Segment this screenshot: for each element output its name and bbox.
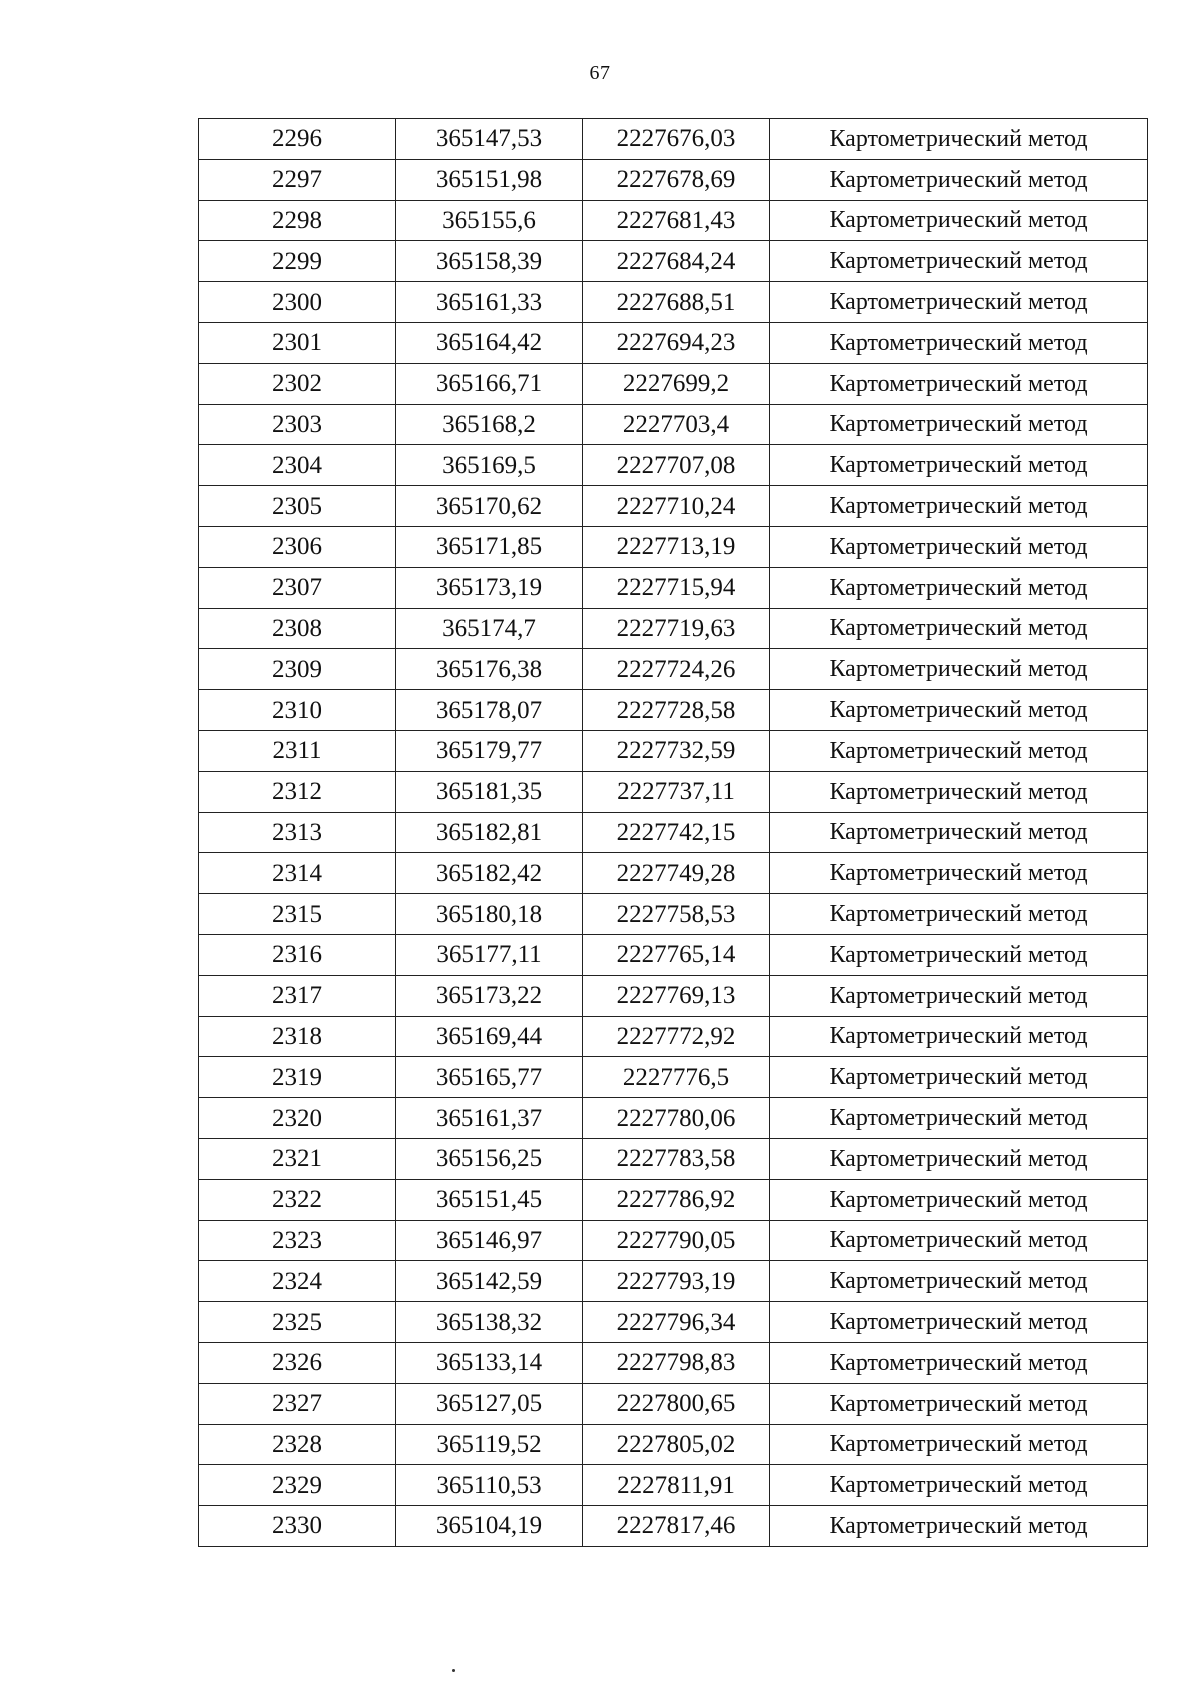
point-number-cell: 2308 [199, 608, 396, 649]
point-number-cell: 2325 [199, 1302, 396, 1343]
method-cell: Картометрический метод [770, 1465, 1148, 1506]
point-number-cell: 2310 [199, 690, 396, 731]
point-number-cell: 2314 [199, 853, 396, 894]
table-row [199, 1016, 1148, 1057]
x-coordinate-cell: 365158,39 [396, 241, 583, 282]
method-cell: Картометрический метод [770, 282, 1148, 323]
table-row [199, 282, 1148, 323]
table-row [199, 730, 1148, 771]
method-cell: Картометрический метод [770, 526, 1148, 567]
table-row [199, 486, 1148, 527]
x-coordinate-cell: 365165,77 [396, 1057, 583, 1098]
x-coordinate-cell: 365110,53 [396, 1465, 583, 1506]
coordinates-table-body [199, 119, 1148, 1547]
method-cell: Картометрический метод [770, 1383, 1148, 1424]
method-cell: Картометрический метод [770, 404, 1148, 445]
x-coordinate-cell: 365151,98 [396, 159, 583, 200]
y-coordinate-cell: 2227703,4 [583, 404, 770, 445]
y-coordinate-cell: 2227783,58 [583, 1138, 770, 1179]
table-row [199, 1383, 1148, 1424]
x-coordinate-cell: 365168,2 [396, 404, 583, 445]
table-row [199, 119, 1148, 160]
x-coordinate-cell: 365166,71 [396, 363, 583, 404]
point-number-cell: 2300 [199, 282, 396, 323]
point-number-cell: 2321 [199, 1138, 396, 1179]
y-coordinate-cell: 2227817,46 [583, 1506, 770, 1547]
method-cell: Картометрический метод [770, 853, 1148, 894]
point-number-cell: 2307 [199, 567, 396, 608]
table-row [199, 812, 1148, 853]
y-coordinate-cell: 2227732,59 [583, 730, 770, 771]
table-row [199, 649, 1148, 690]
method-cell: Картометрический метод [770, 1220, 1148, 1261]
scan-speck [452, 1669, 455, 1672]
y-coordinate-cell: 2227805,02 [583, 1424, 770, 1465]
table-row [199, 1138, 1148, 1179]
method-cell: Картометрический метод [770, 445, 1148, 486]
y-coordinate-cell: 2227737,11 [583, 771, 770, 812]
y-coordinate-cell: 2227678,69 [583, 159, 770, 200]
y-coordinate-cell: 2227715,94 [583, 567, 770, 608]
y-coordinate-cell: 2227724,26 [583, 649, 770, 690]
table-row [199, 241, 1148, 282]
point-number-cell: 2317 [199, 975, 396, 1016]
y-coordinate-cell: 2227758,53 [583, 894, 770, 935]
method-cell: Картометрический метод [770, 1261, 1148, 1302]
method-cell: Картометрический метод [770, 975, 1148, 1016]
x-coordinate-cell: 365155,6 [396, 200, 583, 241]
coordinates-table [198, 118, 1148, 1547]
y-coordinate-cell: 2227798,83 [583, 1342, 770, 1383]
method-cell: Картометрический метод [770, 119, 1148, 160]
point-number-cell: 2320 [199, 1098, 396, 1139]
y-coordinate-cell: 2227710,24 [583, 486, 770, 527]
table-row [199, 1342, 1148, 1383]
page-number: 67 [589, 62, 611, 84]
method-cell: Картометрический метод [770, 730, 1148, 771]
table-row [199, 1424, 1148, 1465]
y-coordinate-cell: 2227694,23 [583, 322, 770, 363]
table-row [199, 1261, 1148, 1302]
point-number-cell: 2328 [199, 1424, 396, 1465]
method-cell: Картометрический метод [770, 1302, 1148, 1343]
x-coordinate-cell: 365151,45 [396, 1179, 583, 1220]
point-number-cell: 2298 [199, 200, 396, 241]
method-cell: Картометрический метод [770, 241, 1148, 282]
method-cell: Картометрический метод [770, 1138, 1148, 1179]
table-row [199, 445, 1148, 486]
point-number-cell: 2302 [199, 363, 396, 404]
table-row [199, 853, 1148, 894]
y-coordinate-cell: 2227688,51 [583, 282, 770, 323]
x-coordinate-cell: 365147,53 [396, 119, 583, 160]
table-row [199, 1220, 1148, 1261]
table-row [199, 1506, 1148, 1547]
point-number-cell: 2316 [199, 934, 396, 975]
y-coordinate-cell: 2227811,91 [583, 1465, 770, 1506]
y-coordinate-cell: 2227684,24 [583, 241, 770, 282]
method-cell: Картометрический метод [770, 812, 1148, 853]
point-number-cell: 2296 [199, 119, 396, 160]
method-cell: Картометрический метод [770, 1016, 1148, 1057]
x-coordinate-cell: 365176,38 [396, 649, 583, 690]
y-coordinate-cell: 2227707,08 [583, 445, 770, 486]
point-number-cell: 2327 [199, 1383, 396, 1424]
x-coordinate-cell: 365119,52 [396, 1424, 583, 1465]
point-number-cell: 2330 [199, 1506, 396, 1547]
x-coordinate-cell: 365170,62 [396, 486, 583, 527]
method-cell: Картометрический метод [770, 649, 1148, 690]
x-coordinate-cell: 365174,7 [396, 608, 583, 649]
x-coordinate-cell: 365182,42 [396, 853, 583, 894]
point-number-cell: 2301 [199, 322, 396, 363]
x-coordinate-cell: 365161,37 [396, 1098, 583, 1139]
x-coordinate-cell: 365180,18 [396, 894, 583, 935]
point-number-cell: 2315 [199, 894, 396, 935]
y-coordinate-cell: 2227742,15 [583, 812, 770, 853]
table-row [199, 567, 1148, 608]
y-coordinate-cell: 2227728,58 [583, 690, 770, 731]
method-cell: Картометрический метод [770, 363, 1148, 404]
table-row [199, 526, 1148, 567]
method-cell: Картометрический метод [770, 200, 1148, 241]
y-coordinate-cell: 2227713,19 [583, 526, 770, 567]
point-number-cell: 2313 [199, 812, 396, 853]
point-number-cell: 2306 [199, 526, 396, 567]
point-number-cell: 2324 [199, 1261, 396, 1302]
table-row [199, 1465, 1148, 1506]
table-row [199, 934, 1148, 975]
x-coordinate-cell: 365173,22 [396, 975, 583, 1016]
y-coordinate-cell: 2227793,19 [583, 1261, 770, 1302]
method-cell: Картометрический метод [770, 567, 1148, 608]
table-row [199, 200, 1148, 241]
table-row [199, 894, 1148, 935]
x-coordinate-cell: 365178,07 [396, 690, 583, 731]
table-row [199, 363, 1148, 404]
y-coordinate-cell: 2227780,06 [583, 1098, 770, 1139]
method-cell: Картометрический метод [770, 608, 1148, 649]
x-coordinate-cell: 365142,59 [396, 1261, 583, 1302]
y-coordinate-cell: 2227769,13 [583, 975, 770, 1016]
point-number-cell: 2318 [199, 1016, 396, 1057]
y-coordinate-cell: 2227776,5 [583, 1057, 770, 1098]
x-coordinate-cell: 365146,97 [396, 1220, 583, 1261]
x-coordinate-cell: 365169,44 [396, 1016, 583, 1057]
x-coordinate-cell: 365104,19 [396, 1506, 583, 1547]
method-cell: Картометрический метод [770, 1098, 1148, 1139]
x-coordinate-cell: 365133,14 [396, 1342, 583, 1383]
table-row [199, 1302, 1148, 1343]
x-coordinate-cell: 365177,11 [396, 934, 583, 975]
y-coordinate-cell: 2227699,2 [583, 363, 770, 404]
x-coordinate-cell: 365127,05 [396, 1383, 583, 1424]
point-number-cell: 2311 [199, 730, 396, 771]
method-cell: Картометрический метод [770, 771, 1148, 812]
method-cell: Картометрический метод [770, 159, 1148, 200]
y-coordinate-cell: 2227790,05 [583, 1220, 770, 1261]
x-coordinate-cell: 365171,85 [396, 526, 583, 567]
table-row [199, 322, 1148, 363]
y-coordinate-cell: 2227676,03 [583, 119, 770, 160]
point-number-cell: 2303 [199, 404, 396, 445]
x-coordinate-cell: 365156,25 [396, 1138, 583, 1179]
method-cell: Картометрический метод [770, 934, 1148, 975]
x-coordinate-cell: 365173,19 [396, 567, 583, 608]
table-row [199, 159, 1148, 200]
method-cell: Картометрический метод [770, 486, 1148, 527]
method-cell: Картометрический метод [770, 894, 1148, 935]
method-cell: Картометрический метод [770, 1506, 1148, 1547]
point-number-cell: 2297 [199, 159, 396, 200]
table-row [199, 1057, 1148, 1098]
point-number-cell: 2319 [199, 1057, 396, 1098]
x-coordinate-cell: 365138,32 [396, 1302, 583, 1343]
point-number-cell: 2309 [199, 649, 396, 690]
y-coordinate-cell: 2227749,28 [583, 853, 770, 894]
method-cell: Картометрический метод [770, 1342, 1148, 1383]
x-coordinate-cell: 365169,5 [396, 445, 583, 486]
point-number-cell: 2326 [199, 1342, 396, 1383]
y-coordinate-cell: 2227765,14 [583, 934, 770, 975]
y-coordinate-cell: 2227719,63 [583, 608, 770, 649]
table-row [199, 608, 1148, 649]
y-coordinate-cell: 2227796,34 [583, 1302, 770, 1343]
y-coordinate-cell: 2227800,65 [583, 1383, 770, 1424]
x-coordinate-cell: 365179,77 [396, 730, 583, 771]
point-number-cell: 2304 [199, 445, 396, 486]
table-row [199, 975, 1148, 1016]
point-number-cell: 2305 [199, 486, 396, 527]
y-coordinate-cell: 2227681,43 [583, 200, 770, 241]
x-coordinate-cell: 365182,81 [396, 812, 583, 853]
y-coordinate-cell: 2227786,92 [583, 1179, 770, 1220]
method-cell: Картометрический метод [770, 1179, 1148, 1220]
table-row [199, 1179, 1148, 1220]
point-number-cell: 2329 [199, 1465, 396, 1506]
method-cell: Картометрический метод [770, 690, 1148, 731]
point-number-cell: 2322 [199, 1179, 396, 1220]
x-coordinate-cell: 365164,42 [396, 322, 583, 363]
y-coordinate-cell: 2227772,92 [583, 1016, 770, 1057]
method-cell: Картометрический метод [770, 1057, 1148, 1098]
method-cell: Картометрический метод [770, 322, 1148, 363]
x-coordinate-cell: 365181,35 [396, 771, 583, 812]
x-coordinate-cell: 365161,33 [396, 282, 583, 323]
table-row [199, 771, 1148, 812]
table-row [199, 404, 1148, 445]
table-row [199, 1098, 1148, 1139]
table-row [199, 690, 1148, 731]
point-number-cell: 2312 [199, 771, 396, 812]
point-number-cell: 2299 [199, 241, 396, 282]
method-cell: Картометрический метод [770, 1424, 1148, 1465]
point-number-cell: 2323 [199, 1220, 396, 1261]
